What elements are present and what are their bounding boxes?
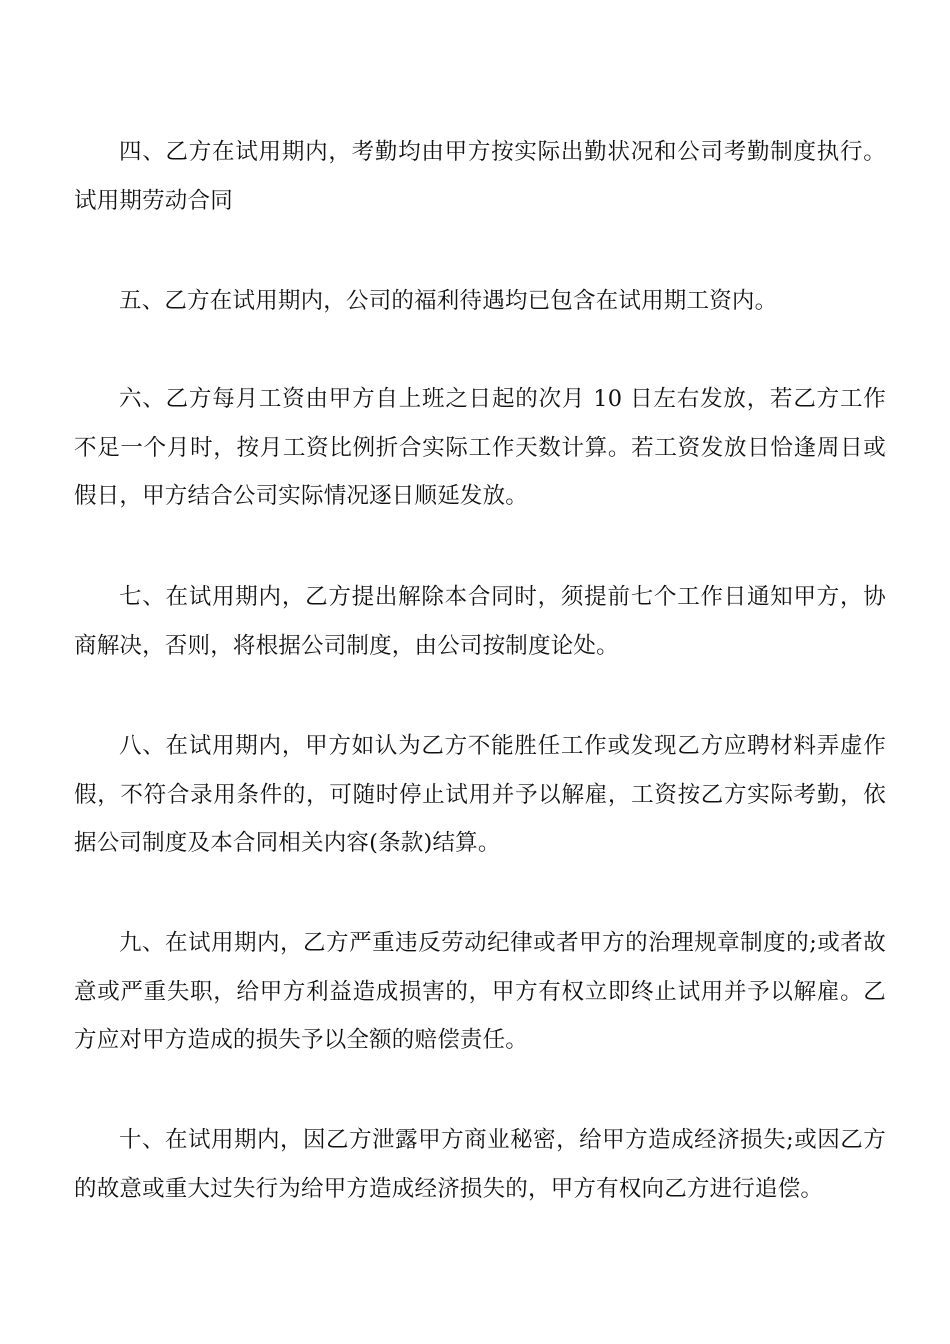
clause-4: 四、乙方在试用期内，考勤均由甲方按实际出勤状况和公司考勤制度执行。试用期劳动合同 — [74, 139, 886, 214]
clause-6: 六、乙方每月工资由甲方自上班之日起的次月 10 日左右发放，若乙方工作不足一个月时，按月工资比例折合实际工作天数计算。若工资发放日恰逢周日或假日，甲方结合公司实际情况逐日顺延发放。 — [74, 386, 886, 509]
clause-10: 十、在试用期内，因乙方泄露甲方商业秘密，给甲方造成经济损失;或因乙方的故意或重大过失行为给甲方造成经济损失的，甲方有权向乙方进行追偿。 — [74, 1127, 886, 1202]
clause-5: 五、乙方在试用期内，公司的福利待遇均已包含在试用期工资内。 — [119, 288, 778, 314]
clause-7: 七、在试用期内，乙方提出解除本合同时，须提前七个工作日通知甲方，协商解决，否则，将根据公司制度，由公司按制度论处。 — [74, 584, 886, 659]
clause-8: 八、在试用期内，甲方如认为乙方不能胜任工作或发现乙方应聘材料弄虚作假，不符合录用条件的，可随时停止试用并予以解雇，工资按乙方实际考勤，依据公司制度及本合同相关内容(条款)结算。 — [74, 733, 886, 856]
clause-9: 九、在试用期内，乙方严重违反劳动纪律或者甲方的治理规章制度的;或者故意或严重失职，给甲方利益造成损害的，甲方有权立即终止试用并予以解雇。乙方应对甲方造成的损失予以全额的赔偿责任。 — [74, 930, 886, 1053]
